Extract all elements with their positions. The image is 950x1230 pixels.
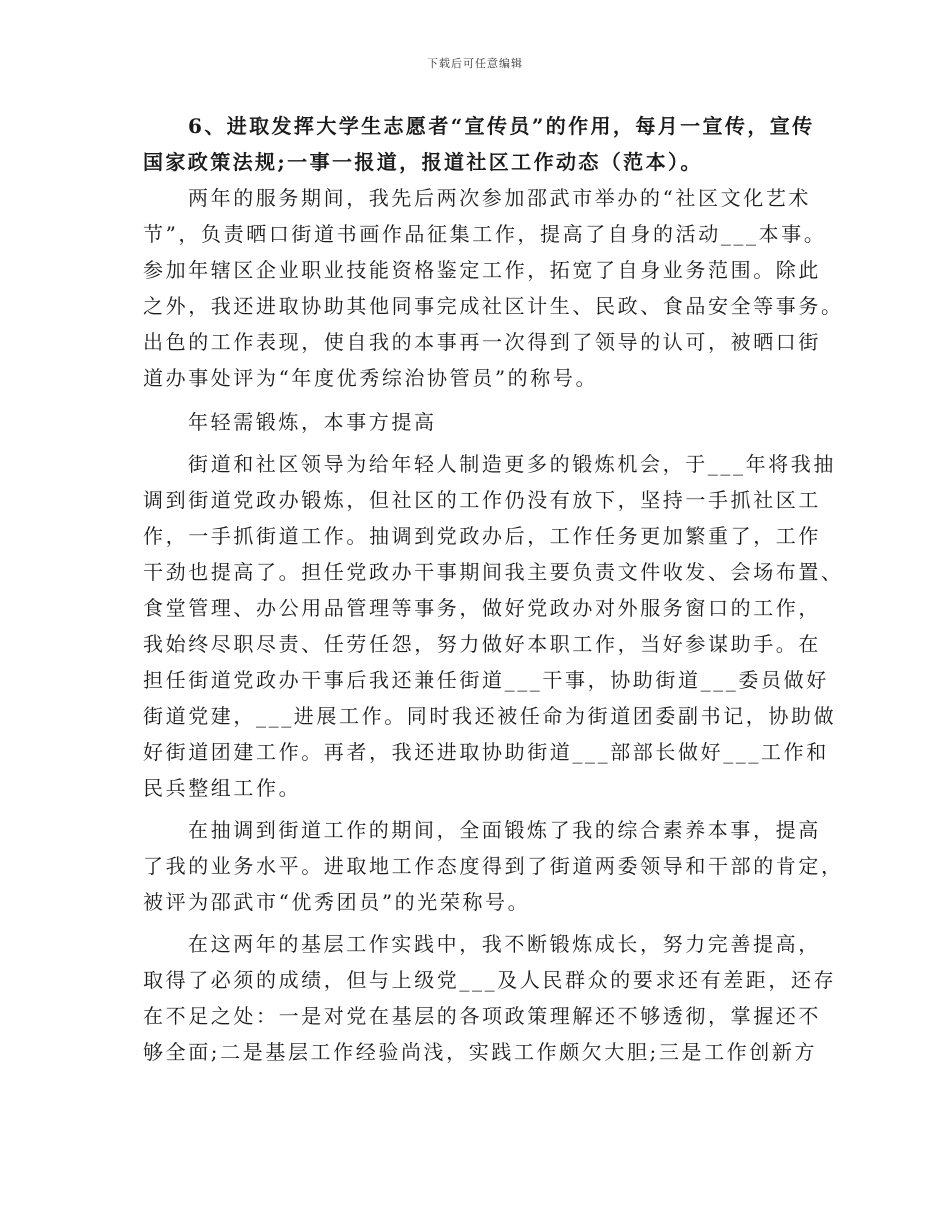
paragraph-line: 被评为邵武市“优秀团员”的光荣称号。 [143,890,531,914]
paragraph-line: 食堂管理、办公用品管理等事务，做好党政办对外服务窗口的工作， [143,596,821,620]
paragraph-line: 调到街道党政办锻炼，但社区的工作仍没有放下，坚持一手抓社区工 [143,488,821,512]
paragraph-line: 街道和社区领导为给年轻人制造更多的锻炼机会，于___年将我抽 [188,452,836,476]
paragraph-line: 好街道团建工作。再者，我还进取协助街道___部部长做好___工作和 [143,740,829,764]
paragraph-line: 取得了必须的成绩，但与上级党___及人民群众的要求还有差距，还存 [143,968,837,992]
paragraph-line: 民兵整组工作。 [143,776,302,800]
paragraph-line: 两年的服务期间，我先后两次参加邵武市举办的“社区文化艺术 [188,186,812,210]
section-subtitle: 年轻需锻炼，本事方提高 [188,410,437,434]
paragraph-line: 作，一手抓街道工作。抽调到党政办后，工作任务更加繁重了，工作 [143,524,821,548]
paragraph-line: 在这两年的基层工作实践中，我不断锻炼成长，努力完善提高， [188,932,821,956]
page-header-note: 下载后可任意编辑 [427,57,523,70]
paragraph-line: 我始终尽职尽责、任劳任怨，努力做好本职工作，当好参谋助手。在 [143,632,821,656]
paragraph-line: 出色的工作表现，使自我的本事再一次得到了领导的认可，被晒口街 [143,330,821,354]
paragraph-line: 节”，负责晒口街道书画作品征集工作，提高了自身的活动___本事。 [143,222,827,246]
paragraph-line: 担任街道党政办干事后我还兼任街道___干事，协助街道___委员做好 [143,668,829,692]
paragraph-line: 之外，我还进取协助其他同事完成社区计生、民政、食品安全等事务。 [143,294,844,318]
paragraph-line: 道办事处评为“年度优秀综治协管员”的称号。 [143,366,599,390]
heading-line-1: 6、进取发挥大学生志愿者“宣传员”的作用，每月一宣传，宣传 [188,114,815,138]
heading-line-2: 国家政策法规;一事一报道，报道社区工作动态（范本）。 [143,150,703,174]
paragraph-line: 干劲也提高了。担任党政办干事期间我主要负责文件收发、会场布置、 [143,560,844,584]
paragraph-line: 在抽调到街道工作的期间，全面锻炼了我的综合素养本事，提高 [188,818,821,842]
paragraph-line: 参加年辖区企业职业技能资格鉴定工作，拓宽了自身业务范围。除此 [143,258,821,282]
paragraph-line: 够全面;二是基层工作经验尚浅，实践工作颇欠大胆;三是工作创新方 [143,1040,818,1064]
paragraph-line: 在不足之处：一是对党在基层的各项政策理解还不够透彻，掌握还不 [143,1004,821,1028]
paragraph-line: 街道党建，___进展工作。同时我还被任命为街道团委副书记，协助做 [143,704,837,728]
paragraph-line: 了我的业务水平。进取地工作态度得到了街道两委领导和干部的肯定， [143,854,844,878]
